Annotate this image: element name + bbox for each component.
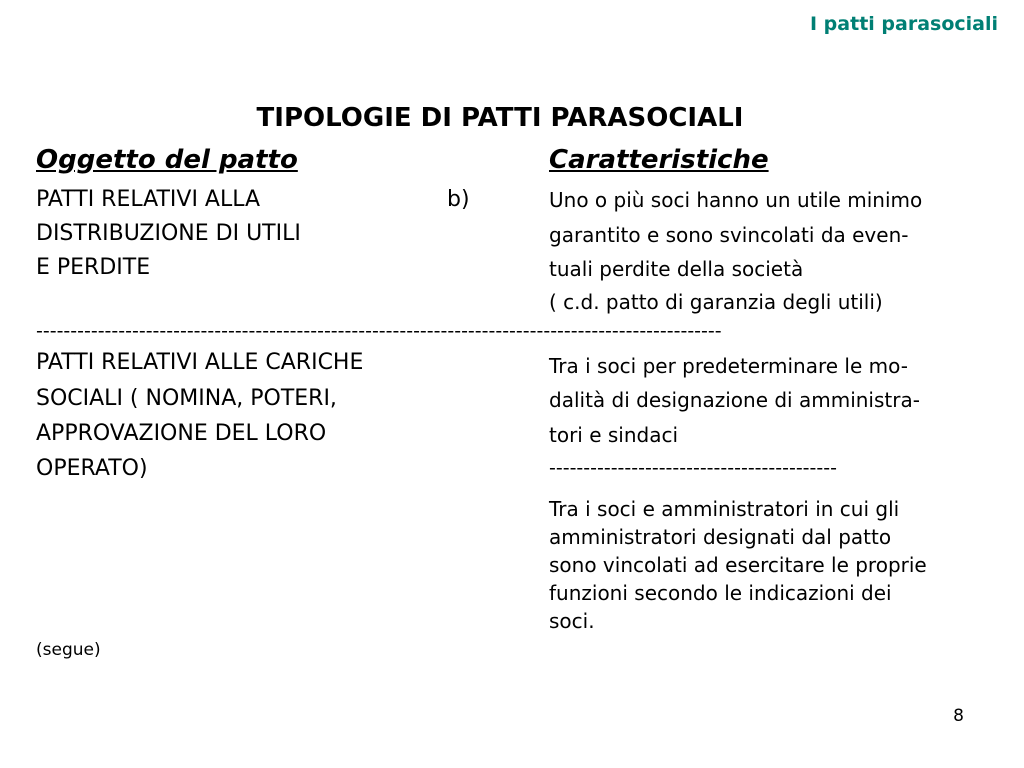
- row2-description-line: tori e sindaci: [549, 423, 679, 447]
- row1-description-line: Uno o più soci hanno un utile minimo: [549, 188, 923, 212]
- inner-separator: ------------------------------------------: [549, 457, 837, 479]
- row2-description-line: dalità di designazione di amministra-: [549, 388, 920, 412]
- row1-description-line: garantito e sono svincolati da even-: [549, 223, 909, 247]
- row2-description-line: funzioni secondo le indicazioni dei: [549, 581, 892, 605]
- row1-subject-line: PATTI RELATIVI ALLA: [36, 187, 261, 212]
- row1-marker: b): [447, 187, 470, 212]
- row1-subject-line: E PERDITE: [36, 255, 151, 280]
- row2-subject-line: SOCIALI ( NOMINA, POTERI,: [36, 386, 337, 411]
- row1-description-line: ( c.d. patto di garanzia degli utili): [549, 290, 883, 314]
- row2-description-line: amministratori designati dal patto: [549, 525, 892, 549]
- row2-description-line: soci.: [549, 609, 595, 633]
- column-heading-characteristics: Caratteristiche: [549, 145, 769, 175]
- slide-title: TIPOLOGIE DI PATTI PARASOCIALI: [256, 103, 744, 133]
- row2-subject-line: APPROVAZIONE DEL LORO: [36, 421, 327, 446]
- row2-description-line: Tra i soci e amministratori in cui gli: [549, 497, 900, 521]
- section-title: I patti parasociali: [810, 13, 998, 35]
- row-separator: ----------------------------------------------------------------------------------------------------: [36, 320, 722, 342]
- row1-subject-line: DISTRIBUZIONE DI UTILI: [36, 221, 301, 246]
- row2-description-line: sono vincolati ad esercitare le proprie: [549, 553, 927, 577]
- row1-description-line: tuali perdite della società: [549, 257, 804, 281]
- row2-description-line: Tra i soci per predeterminare le mo-: [549, 354, 908, 378]
- column-heading-subject: Oggetto del patto: [36, 145, 298, 175]
- page-number: 8: [953, 706, 964, 726]
- row2-subject-line: PATTI RELATIVI ALLE CARICHE: [36, 350, 364, 375]
- row2-subject-line: OPERATO): [36, 456, 148, 481]
- continuation-note: (segue): [36, 640, 101, 660]
